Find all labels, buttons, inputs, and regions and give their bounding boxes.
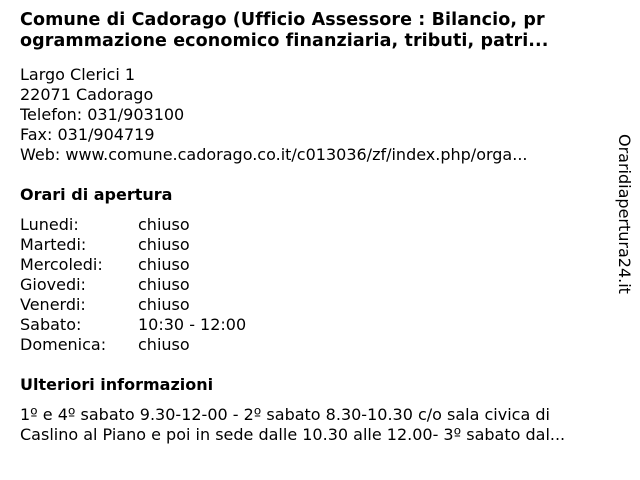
- opening-hours-heading: Orari di apertura: [20, 185, 173, 204]
- further-info-line-1: 1º e 4º sabato 9.30-12-00 - 2º sabato 8.30-10.30 c/o sala civica di: [20, 405, 550, 424]
- day-hours: 10:30 - 12:00: [138, 315, 247, 334]
- hours-row-wednesday: [20, 255, 618, 275]
- hours-row-tuesday: [20, 235, 618, 255]
- further-info-text: [20, 405, 618, 445]
- day-label: Domenica:: [20, 335, 107, 354]
- day-hours: chiuso: [138, 235, 190, 254]
- day-label: Lunedi:: [20, 215, 79, 234]
- day-label: Mercoledi:: [20, 255, 103, 274]
- hours-row-sunday: [20, 335, 618, 355]
- further-info-heading: Ulteriori informazioni: [20, 375, 214, 394]
- fax-number: Fax: 031/904719: [20, 125, 155, 144]
- day-hours: chiuso: [138, 255, 190, 274]
- day-label: Martedi:: [20, 235, 87, 254]
- day-label: Sabato:: [20, 315, 82, 334]
- address-block: [20, 65, 618, 165]
- city-postcode: 22071 Cadorago: [20, 85, 154, 104]
- hours-row-thursday: [20, 275, 618, 295]
- street-address: Largo Clerici 1: [20, 65, 136, 84]
- opening-hours-table: [20, 215, 618, 355]
- phone-number[interactable]: Telefon: 031/903100: [20, 105, 185, 124]
- day-hours: chiuso: [138, 215, 190, 234]
- day-hours: chiuso: [138, 295, 190, 314]
- day-label: Giovedi:: [20, 275, 86, 294]
- day-hours: chiuso: [138, 275, 190, 294]
- title-line-1: Comune di Cadorago (Ufficio Assessore : Bilancio, pr: [20, 10, 545, 30]
- title-line-2: ogrammazione economico finanziaria, tributi, patri...: [20, 31, 549, 51]
- page-title: [20, 10, 618, 52]
- office-card: [20, 10, 618, 445]
- hours-row-monday: [20, 215, 618, 235]
- website-link[interactable]: Web: www.comune.cadorago.co.it/c013036/zf/index.php/orga...: [20, 145, 528, 164]
- day-label: Venerdi:: [20, 295, 86, 314]
- hours-row-saturday: [20, 315, 618, 335]
- hours-row-friday: [20, 295, 618, 315]
- further-info-line-2: Caslino al Piano e poi in sede dalle 10.30 alle 12.00- 3º sabato dal...: [20, 425, 566, 444]
- site-watermark: Oraridiapertura24.it: [615, 134, 634, 294]
- day-hours: chiuso: [138, 335, 190, 354]
